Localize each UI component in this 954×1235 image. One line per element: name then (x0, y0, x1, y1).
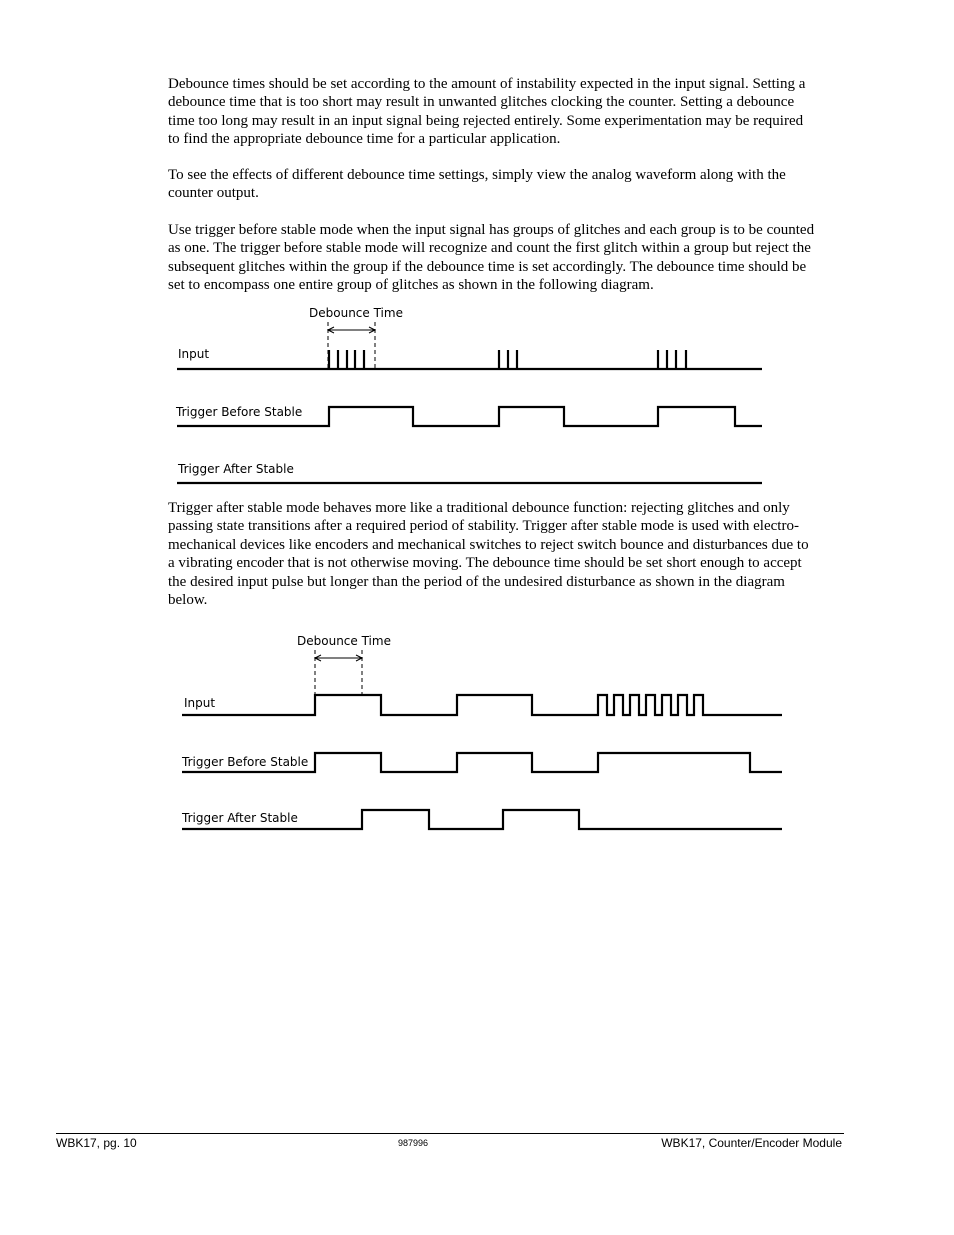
text-line: debounce time that is too short may result in unwanted glitches clocking the counter. Setting a debounce (168, 94, 795, 111)
trigger-after-stable-label: Trigger After Stable (182, 811, 298, 825)
trigger-before-stable-label: Trigger Before Stable (176, 405, 303, 419)
footer-document-number: 987996 (398, 1138, 429, 1148)
text-line: to find the appropriate debounce time for a particular application. (168, 131, 561, 148)
text-line: as one. The trigger before stable mode will recognize and count the first glitch within a group but reject the (168, 240, 811, 257)
text-line: time too long may result in an input signal being rejected entirely. Some experimentation may be required (168, 112, 804, 129)
text-line: the desired input pulse but longer than the period of the undesired disturbance as shown in the diagram (168, 573, 785, 590)
debounce-time-label: Debounce Time (297, 634, 391, 648)
trigger-before-stable-label: Trigger Before Stable (182, 755, 309, 769)
text-line: a vibrating encoder that is not otherwise moving. The debounce time should be set short enough to accept (168, 555, 802, 572)
text-line: subsequent glitches within the group if the debounce time is set accordingly. The debounce time should be (168, 258, 807, 275)
text-line: Use trigger before stable mode when the input signal has groups of glitches and each group is to be counted (168, 222, 815, 238)
footer-module-title: WBK17, Counter/Encoder Module (661, 1136, 842, 1150)
footer-page-number: WBK17, pg. 10 (56, 1136, 137, 1150)
text-line: Trigger after stable mode behaves more like a traditional debounce function: rejecting glitches and only (168, 500, 790, 516)
text-line: counter output. (168, 185, 259, 202)
text-line: mechanical devices like encoders and mechanical switches to reject switch bounce and disturbances due to (168, 536, 809, 553)
footer-rule (56, 1133, 844, 1134)
debounce-time-label: Debounce Time (309, 306, 403, 320)
text-line: passing state transitions after a required period of stability. Trigger after stable mode is used with electro- (168, 518, 799, 535)
text-line: set to encompass one entire group of glitches as shown in the following diagram. (168, 277, 654, 294)
input-label: Input (178, 347, 210, 361)
input-waveform (182, 695, 782, 715)
text-line: To see the effects of different debounce time settings, simply view the analog waveform along with the (168, 167, 786, 183)
input-label: Input (184, 696, 216, 710)
trigger-after-stable-label: Trigger After Stable (178, 462, 294, 476)
text-line: Debounce times should be set according to the amount of instability expected in the input signal. Setting a (168, 76, 806, 92)
text-line: below. (168, 592, 208, 609)
